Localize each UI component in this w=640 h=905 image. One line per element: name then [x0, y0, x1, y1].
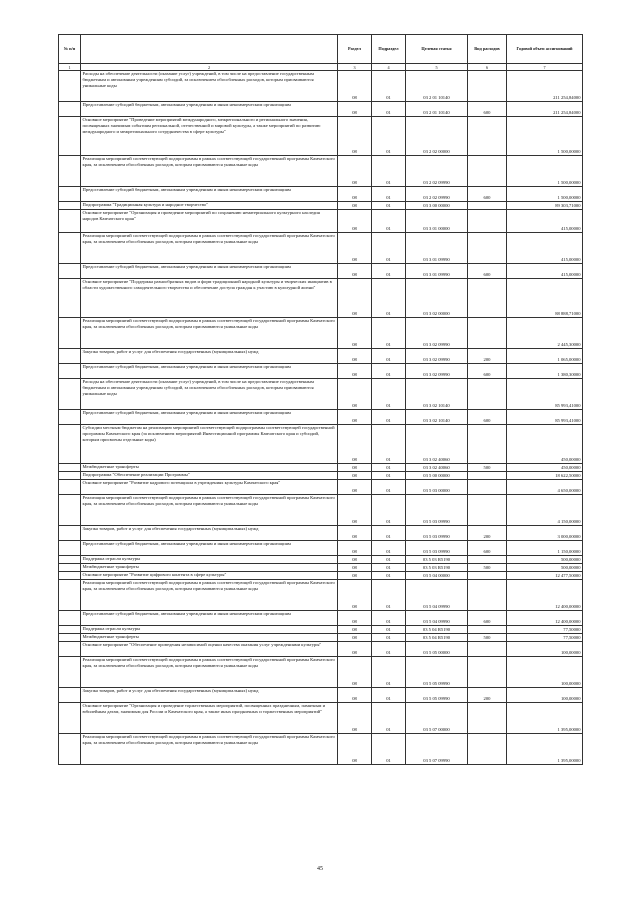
cell-number: [59, 187, 81, 202]
cell-target-article: 03 5 03 09990: [406, 541, 468, 556]
cell-number: [59, 480, 81, 495]
cell-podrazdel: 01: [372, 349, 406, 364]
col-index: 3: [338, 64, 372, 71]
cell-podrazdel: 01: [372, 556, 406, 564]
cell-amount: 211 254,84000: [507, 71, 583, 102]
cell-podrazdel: 01: [372, 202, 406, 210]
column-index-row: [59, 64, 583, 71]
cell-podrazdel: 01: [372, 279, 406, 318]
table-row: [59, 572, 583, 580]
cell-razdel: 08: [338, 480, 372, 495]
cell-target-article: 03 2 01 10140: [406, 102, 468, 117]
cell-podrazdel: 01: [372, 410, 406, 425]
table-row: [59, 464, 583, 472]
table-row: [59, 364, 583, 379]
budget-table-page: [58, 34, 582, 765]
cell-target-article: 03 5 07 00000: [406, 703, 468, 734]
cell-target-article: 03 3 01 09990: [406, 233, 468, 264]
cell-podrazdel: 01: [372, 472, 406, 480]
cell-number: [59, 202, 81, 210]
cell-amount: 415,00000: [507, 233, 583, 264]
cell-amount: 18 622,50000: [507, 472, 583, 480]
cell-podrazdel: 01: [372, 233, 406, 264]
cell-name: Предоставление субсидий бюджетным, автономным учреждениям и иным некоммерческим организациям: [81, 364, 338, 379]
cell-number: [59, 210, 81, 233]
cell-name: Расходы на обеспечение деятельности (оказание услуг) учреждений, в том числе на предоставление государственным бюджетным и автономным учреждениям субсидий, за исключением обособленных расходов, которым присваиваются уникальные коды: [81, 379, 338, 410]
cell-razdel: 08: [338, 410, 372, 425]
cell-expense-type: [468, 472, 507, 480]
cell-number: [59, 264, 81, 279]
cell-razdel: 08: [338, 187, 372, 202]
table-row: [59, 472, 583, 480]
cell-expense-type: [468, 480, 507, 495]
cell-expense-type: [468, 233, 507, 264]
cell-razdel: 08: [338, 379, 372, 410]
cell-number: [59, 279, 81, 318]
cell-name: Предоставление субсидий бюджетным, автономным учреждениям и иным некоммерческим организациям: [81, 264, 338, 279]
cell-amount: 1 500,00000: [507, 117, 583, 156]
table-row: [59, 349, 583, 364]
cell-razdel: 08: [338, 657, 372, 688]
cell-amount: 1 395,00000: [507, 703, 583, 734]
cell-podrazdel: 01: [372, 480, 406, 495]
cell-expense-type: [468, 71, 507, 102]
cell-target-article: 03 3 02 10140: [406, 410, 468, 425]
cell-name: Поддержка отрасли культуры: [81, 626, 338, 634]
cell-amount: 1 150,00000: [507, 541, 583, 556]
cell-amount: 415,00000: [507, 264, 583, 279]
cell-razdel: 08: [338, 233, 372, 264]
table-row: [59, 379, 583, 410]
table-row: [59, 264, 583, 279]
cell-name: Реализация мероприятий соответствующей подпрограммы в рамках соответствующей государственной программы Камчатского края, за исключением обособленных расходов, которым присваиваются уникальные коды: [81, 233, 338, 264]
table-row: [59, 526, 583, 541]
col-header-name: [81, 35, 338, 64]
cell-expense-type: 600: [468, 187, 507, 202]
cell-target-article: 03 2 01 10140: [406, 71, 468, 102]
cell-expense-type: [468, 202, 507, 210]
cell-razdel: 08: [338, 318, 372, 349]
table-row: [59, 734, 583, 765]
cell-razdel: 08: [338, 703, 372, 734]
cell-number: [59, 233, 81, 264]
table-row: [59, 541, 583, 556]
table-row: [59, 642, 583, 657]
cell-name: Подпрограмма "Традиционная культура и народное творчество": [81, 202, 338, 210]
cell-amount: 211 254,84000: [507, 102, 583, 117]
cell-target-article: 03 5 03 00000: [406, 480, 468, 495]
cell-target-article: 03 2 02 00000: [406, 117, 468, 156]
col-header-podrazdel: Подраздел: [372, 35, 406, 64]
cell-podrazdel: 01: [372, 703, 406, 734]
cell-target-article: 03 3 00 00000: [406, 202, 468, 210]
cell-expense-type: [468, 425, 507, 464]
table-row: [59, 102, 583, 117]
cell-name: Реализация мероприятий соответствующей подпрограммы в рамках соответствующей государственной программы Камчатского края, за исключением обособленных расходов, которым присваиваются уникальные коды: [81, 495, 338, 526]
cell-name: Основное мероприятие "Поддержка разнообразных видов и форм традиционной народной культуры и творческих инициатив в области художественного самодеятельного творчества и обеспечение доступа граждан к участию в культурной жизни": [81, 279, 338, 318]
cell-razdel: 08: [338, 642, 372, 657]
cell-number: [59, 703, 81, 734]
cell-podrazdel: 01: [372, 71, 406, 102]
cell-amount: 4 150,00000: [507, 495, 583, 526]
cell-number: [59, 472, 81, 480]
appropriations-table: [58, 34, 583, 765]
cell-expense-type: [468, 210, 507, 233]
cell-amount: 1 395,00000: [507, 734, 583, 765]
cell-number: [59, 379, 81, 410]
cell-target-article: 03 3 01 09990: [406, 264, 468, 279]
cell-expense-type: 600: [468, 364, 507, 379]
cell-podrazdel: 01: [372, 634, 406, 642]
col-index: 2: [81, 64, 338, 71]
table-row: [59, 318, 583, 349]
cell-name: Реализация мероприятий соответствующей подпрограммы в рамках соответствующей государственной программы Камчатского края, за исключением обособленных расходов, которым присваиваются уникальные коды: [81, 318, 338, 349]
cell-name: Субсидии местным бюджетам на реализацию мероприятий соответствующей подпрограммы соответствующей государственной программы Камчатского края (за исключением мероприятий Инвестиционной программы Камчатского края и субсидий, которым присвоены отдельные коды): [81, 425, 338, 464]
cell-number: [59, 102, 81, 117]
col-index: 4: [372, 64, 406, 71]
table-body: [59, 71, 583, 765]
cell-expense-type: 500: [468, 634, 507, 642]
cell-podrazdel: 01: [372, 102, 406, 117]
table-row: [59, 279, 583, 318]
cell-target-article: 03 5 04 09990: [406, 611, 468, 626]
col-header-number: № п/п: [59, 35, 81, 64]
cell-podrazdel: 01: [372, 264, 406, 279]
col-index: 5: [406, 64, 468, 71]
cell-podrazdel: 01: [372, 364, 406, 379]
cell-razdel: 08: [338, 102, 372, 117]
cell-number: [59, 541, 81, 556]
col-index: 7: [507, 64, 583, 71]
cell-razdel: 08: [338, 541, 372, 556]
cell-target-article: 03 3 02 09990: [406, 318, 468, 349]
cell-podrazdel: 01: [372, 318, 406, 349]
cell-expense-type: [468, 117, 507, 156]
table-row: [59, 233, 583, 264]
cell-razdel: 08: [338, 279, 372, 318]
cell-target-article: 03 5 03 09990: [406, 495, 468, 526]
table-header-row: [59, 35, 583, 64]
table-row: [59, 657, 583, 688]
cell-target-article: 03 3 02 40060: [406, 464, 468, 472]
cell-razdel: 08: [338, 156, 372, 187]
cell-razdel: 08: [338, 472, 372, 480]
cell-razdel: 08: [338, 210, 372, 233]
cell-target-article: 03 5 04 09990: [406, 580, 468, 611]
cell-name: Поддержка отрасли культуры: [81, 556, 338, 564]
table-row: [59, 202, 583, 210]
cell-number: [59, 626, 81, 634]
cell-name: Основное мероприятие "Организация и проведение торжественных мероприятий, посвященных праздничным, памятным и юбилейным датам, значимым для России и Камчатского края, а также иных праздничных и торжественных мероприятий": [81, 703, 338, 734]
cell-name: Межбюджетные трансферты: [81, 464, 338, 472]
cell-amount: 4 650,00000: [507, 480, 583, 495]
cell-name: Закупка товаров, работ и услуг для обеспечения государственных (муниципальных) нужд: [81, 688, 338, 703]
cell-target-article: 03 5 05 09990: [406, 657, 468, 688]
cell-number: [59, 688, 81, 703]
cell-podrazdel: 01: [372, 611, 406, 626]
cell-target-article: 03 5 04 R5190: [406, 634, 468, 642]
cell-target-article: 03 3 02 40060: [406, 425, 468, 464]
cell-number: [59, 611, 81, 626]
cell-name: Основное мероприятие "Проведение мероприятий международного, межрегионального и регионального значения, посвященных значимым событиям региональной, отечественной и мировой культуры, а также мероприятий по развитию международного и межрегионального сотрудничества в сфере культуры": [81, 117, 338, 156]
cell-expense-type: 600: [468, 611, 507, 626]
cell-number: [59, 556, 81, 564]
cell-target-article: 03 2 02 09990: [406, 187, 468, 202]
cell-amount: 2 445,30000: [507, 318, 583, 349]
cell-expense-type: 600: [468, 264, 507, 279]
cell-razdel: 08: [338, 364, 372, 379]
cell-target-article: 03 5 05 09990: [406, 688, 468, 703]
cell-amount: 100,00000: [507, 688, 583, 703]
cell-name: Предоставление субсидий бюджетным, автономным учреждениям и иным некоммерческим организациям: [81, 410, 338, 425]
cell-number: [59, 364, 81, 379]
cell-amount: 89 303,71000: [507, 202, 583, 210]
cell-expense-type: [468, 556, 507, 564]
cell-name: Реализация мероприятий соответствующей подпрограммы в рамках соответствующей государственной программы Камчатского края, за исключением обособленных расходов, которым присваиваются уникальные коды: [81, 657, 338, 688]
cell-razdel: 08: [338, 564, 372, 572]
cell-number: [59, 495, 81, 526]
cell-expense-type: [468, 495, 507, 526]
cell-podrazdel: 01: [372, 572, 406, 580]
cell-amount: 1 380,30000: [507, 364, 583, 379]
cell-razdel: 08: [338, 349, 372, 364]
cell-amount: 100,00000: [507, 657, 583, 688]
cell-razdel: 08: [338, 634, 372, 642]
cell-razdel: 08: [338, 202, 372, 210]
cell-razdel: 08: [338, 264, 372, 279]
cell-expense-type: [468, 318, 507, 349]
cell-target-article: 03 5 04 R5190: [406, 626, 468, 634]
cell-name: Основное мероприятие "Обеспечение проведения независимой оценки качества оказания услуг учреждениями культуры": [81, 642, 338, 657]
table-row: [59, 564, 583, 572]
cell-podrazdel: 01: [372, 495, 406, 526]
cell-amount: 450,00000: [507, 464, 583, 472]
cell-name: Расходы на обеспечение деятельности (оказание услуг) учреждений, в том числе на предоставление государственным бюджетным и автономным учреждениям субсидий, за исключением обособленных расходов, которым присваиваются уникальные коды: [81, 71, 338, 102]
cell-name: Закупка товаров, работ и услуг для обеспечения государственных (муниципальных) нужд: [81, 526, 338, 541]
cell-amount: 1 065,00000: [507, 349, 583, 364]
cell-expense-type: 200: [468, 688, 507, 703]
cell-name: Реализация мероприятий соответствующей подпрограммы в рамках соответствующей государственной программы Камчатского края, за исключением обособленных расходов, которым присваиваются уникальные коды: [81, 580, 338, 611]
col-header-target-article: Целевая статья: [406, 35, 468, 64]
table-row: [59, 425, 583, 464]
table-row: [59, 410, 583, 425]
cell-amount: 100,00000: [507, 642, 583, 657]
cell-amount: 12 400,00000: [507, 580, 583, 611]
cell-amount: 450,00000: [507, 425, 583, 464]
cell-name: Закупка товаров, работ и услуг для обеспечения государственных (муниципальных) нужд: [81, 349, 338, 364]
cell-amount: 77,50000: [507, 626, 583, 634]
cell-expense-type: 600: [468, 541, 507, 556]
cell-razdel: 08: [338, 117, 372, 156]
cell-expense-type: [468, 379, 507, 410]
cell-target-article: 03 5 00 00000: [406, 472, 468, 480]
cell-razdel: 08: [338, 611, 372, 626]
cell-razdel: 08: [338, 71, 372, 102]
cell-target-article: 03 3 02 09990: [406, 349, 468, 364]
cell-razdel: 08: [338, 425, 372, 464]
cell-razdel: 08: [338, 572, 372, 580]
cell-number: [59, 734, 81, 765]
cell-podrazdel: 01: [372, 626, 406, 634]
cell-podrazdel: 01: [372, 564, 406, 572]
cell-expense-type: 600: [468, 410, 507, 425]
table-row: [59, 156, 583, 187]
cell-expense-type: [468, 156, 507, 187]
cell-razdel: 08: [338, 626, 372, 634]
table-row: [59, 580, 583, 611]
cell-name: Предоставление субсидий бюджетным, автономным учреждениям и иным некоммерческим организациям: [81, 541, 338, 556]
cell-number: [59, 71, 81, 102]
table-row: [59, 117, 583, 156]
cell-podrazdel: 01: [372, 187, 406, 202]
cell-razdel: 08: [338, 734, 372, 765]
cell-name: Основное мероприятие "Развитие кадрового потенциала в учреждениях культуры Камчатского края": [81, 480, 338, 495]
cell-target-article: 03 3 02 10140: [406, 379, 468, 410]
cell-number: [59, 572, 81, 580]
cell-podrazdel: 01: [372, 688, 406, 703]
cell-target-article: 03 3 02 09990: [406, 364, 468, 379]
cell-podrazdel: 01: [372, 210, 406, 233]
cell-expense-type: [468, 572, 507, 580]
cell-number: [59, 117, 81, 156]
cell-podrazdel: 01: [372, 464, 406, 472]
table-row: [59, 71, 583, 102]
cell-target-article: 03 5 05 00000: [406, 642, 468, 657]
cell-razdel: 08: [338, 495, 372, 526]
cell-expense-type: [468, 626, 507, 634]
cell-target-article: 03 2 02 09990: [406, 156, 468, 187]
cell-expense-type: [468, 580, 507, 611]
table-row: [59, 210, 583, 233]
cell-expense-type: 600: [468, 102, 507, 117]
cell-amount: 1 500,00000: [507, 156, 583, 187]
cell-name: Предоставление субсидий бюджетным, автономным учреждениям и иным некоммерческим организациям: [81, 102, 338, 117]
table-row: [59, 611, 583, 626]
table-row: [59, 634, 583, 642]
table-row: [59, 480, 583, 495]
col-header-razdel: Раздел: [338, 35, 372, 64]
cell-amount: 3 000,00000: [507, 526, 583, 541]
cell-amount: 12 400,00000: [507, 611, 583, 626]
cell-amount: 500,00000: [507, 556, 583, 564]
table-row: [59, 688, 583, 703]
cell-amount: 77,50000: [507, 634, 583, 642]
cell-expense-type: 500: [468, 464, 507, 472]
cell-podrazdel: 01: [372, 541, 406, 556]
cell-target-article: 03 5 03 09990: [406, 526, 468, 541]
cell-expense-type: [468, 657, 507, 688]
table-row: [59, 703, 583, 734]
col-index: 6: [468, 64, 507, 71]
table-row: [59, 187, 583, 202]
cell-number: [59, 634, 81, 642]
cell-podrazdel: 01: [372, 734, 406, 765]
cell-target-article: 03 3 02 00000: [406, 279, 468, 318]
cell-podrazdel: 01: [372, 379, 406, 410]
col-index: 1: [59, 64, 81, 71]
cell-razdel: 08: [338, 464, 372, 472]
cell-razdel: 08: [338, 526, 372, 541]
cell-number: [59, 580, 81, 611]
cell-amount: 12 477,50000: [507, 572, 583, 580]
table-row: [59, 556, 583, 564]
col-header-expense-type: Вид расходов: [468, 35, 507, 64]
table-row: [59, 626, 583, 634]
cell-number: [59, 318, 81, 349]
cell-razdel: 08: [338, 556, 372, 564]
cell-expense-type: [468, 279, 507, 318]
cell-expense-type: [468, 734, 507, 765]
cell-name: Основное мероприятие "Организация и проведение мероприятий по сохранению нематериального культурного наследия народов Камчатского края": [81, 210, 338, 233]
cell-expense-type: [468, 642, 507, 657]
col-header-annual-amount: Годовой объем ассигнований: [507, 35, 583, 64]
cell-target-article: 03 5 03 R5190: [406, 556, 468, 564]
cell-number: [59, 464, 81, 472]
cell-number: [59, 425, 81, 464]
cell-razdel: 08: [338, 580, 372, 611]
cell-name: Подпрограмма "Обеспечение реализации Программы": [81, 472, 338, 480]
cell-podrazdel: 01: [372, 526, 406, 541]
cell-number: [59, 526, 81, 541]
cell-expense-type: 200: [468, 349, 507, 364]
cell-name: Межбюджетные трансферты: [81, 634, 338, 642]
cell-amount: 85 993,41000: [507, 410, 583, 425]
cell-expense-type: [468, 703, 507, 734]
cell-amount: 1 500,00000: [507, 187, 583, 202]
cell-amount: 85 993,41000: [507, 379, 583, 410]
cell-number: [59, 156, 81, 187]
cell-name: Основное мероприятие "Развитие цифрового контента в сфере культуры": [81, 572, 338, 580]
cell-podrazdel: 01: [372, 657, 406, 688]
cell-podrazdel: 01: [372, 117, 406, 156]
cell-target-article: 03 5 07 09990: [406, 734, 468, 765]
cell-podrazdel: 01: [372, 642, 406, 657]
cell-name: Межбюджетные трансферты: [81, 564, 338, 572]
cell-target-article: 03 3 01 00000: [406, 210, 468, 233]
cell-amount: 500,00000: [507, 564, 583, 572]
cell-podrazdel: 01: [372, 425, 406, 464]
cell-name: Реализация мероприятий соответствующей подпрограммы в рамках соответствующей государственной программы Камчатского края, за исключением обособленных расходов, которым присваиваются уникальные коды: [81, 734, 338, 765]
cell-razdel: 08: [338, 688, 372, 703]
page-number: 45: [317, 866, 323, 872]
cell-podrazdel: 01: [372, 156, 406, 187]
cell-expense-type: 500: [468, 564, 507, 572]
cell-expense-type: 200: [468, 526, 507, 541]
cell-number: [59, 410, 81, 425]
cell-number: [59, 564, 81, 572]
cell-name: Реализация мероприятий соответствующей подпрограммы в рамках соответствующей государственной программы Камчатского края, за исключением обособленных расходов, которым присваиваются уникальные коды: [81, 156, 338, 187]
cell-amount: 415,00000: [507, 210, 583, 233]
cell-podrazdel: 01: [372, 580, 406, 611]
cell-name: Предоставление субсидий бюджетным, автономным учреждениям и иным некоммерческим организациям: [81, 187, 338, 202]
cell-number: [59, 349, 81, 364]
cell-number: [59, 657, 81, 688]
cell-number: [59, 642, 81, 657]
table-row: [59, 495, 583, 526]
cell-target-article: 03 5 03 R5190: [406, 564, 468, 572]
cell-amount: 88 888,71000: [507, 279, 583, 318]
cell-name: Предоставление субсидий бюджетным, автономным учреждениям и иным некоммерческим организациям: [81, 611, 338, 626]
cell-target-article: 03 5 04 00000: [406, 572, 468, 580]
